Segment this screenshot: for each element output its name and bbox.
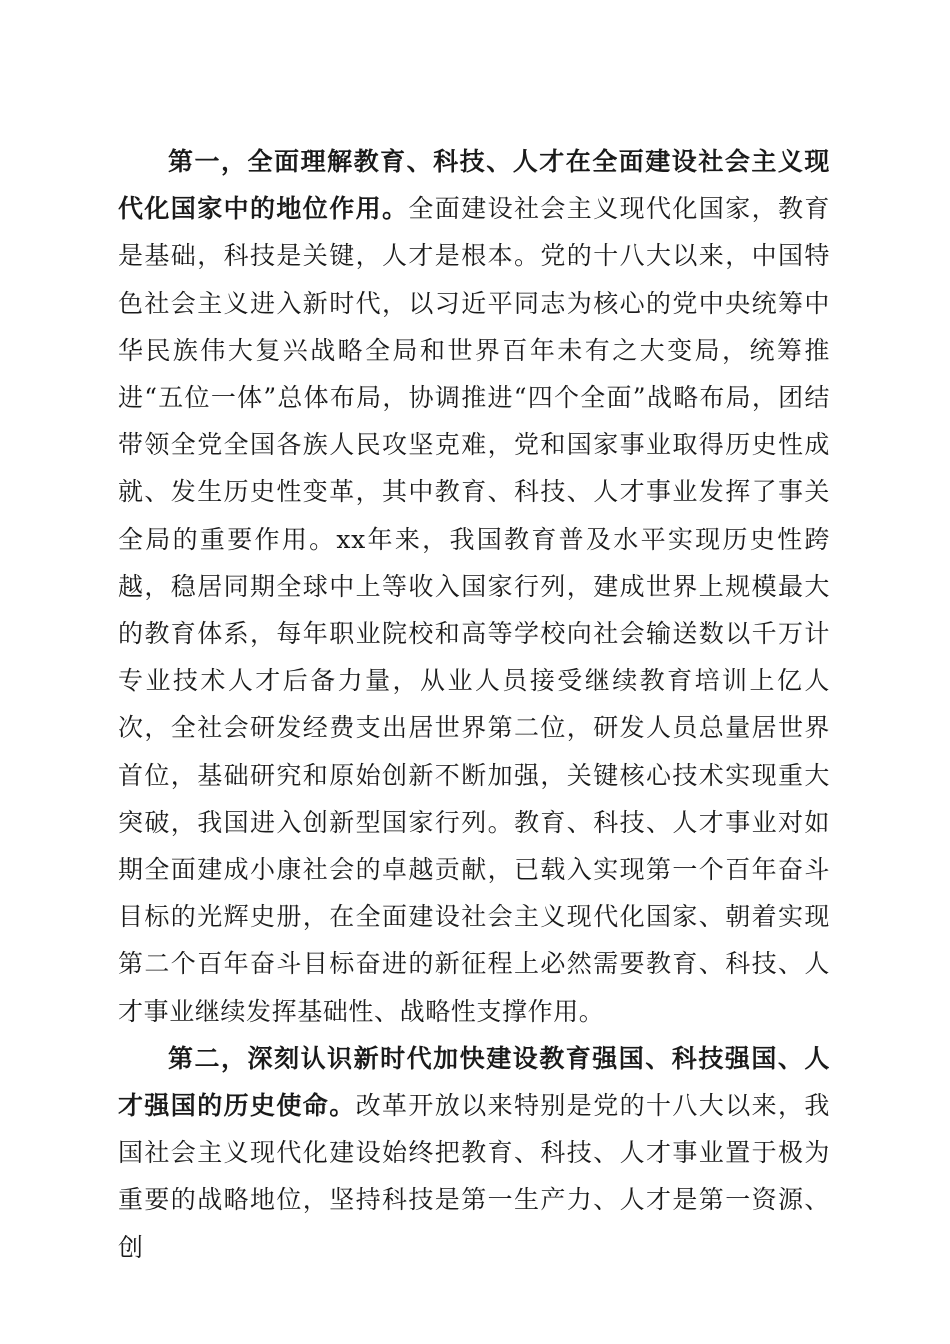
paragraph-first-text: 全面建设社会主义现代化国家，教育是基础，科技是关键，人才是根本。党的十八大以来，中国特色社会主义进入新时代，以习近平同志为核心的党中央统筹中华民族伟大复兴战略全局和世界百年未有之大变局，统筹推进“五位一体”总体布局，协调推进“四个全面”战略布局，团结带领全党全国各族人民攻坚克难，党和国家事业取得历史性成就、发生历史性变革，其中教育、科技、人才事业发挥了事关全局的重要作用。xx年来，我国教育普及水平实现历史性跨越，稳居同期全球中上等收入国家行列，建成世界上规模最大的教育体系，每年职业院校和高等学校向社会输送数以千万计专业技术人才后备力量，从业人员接受继续教育培训上亿人次，全社会研发经费支出居世界第二位，研发人员总量居世界首位，基础研究和原始创新不断加强，关键核心技术实现重大突破，我国进入创新型国家行列。教育、科技、人才事业对如期全面建成小康社会的卓越贡献，已载入实现第一个百年奋斗目标的光辉史册，在全面建设社会主义现代化国家、朝着实现第二个百年奋斗目标奋进的新征程上必然需要教育、科技、人才事业继续发挥基础性、战略性支撑作用。	[118, 194, 830, 1026]
paragraph-first	[118, 138, 830, 1035]
paragraph-second-text: 改革开放以来特别是党的十八大以来，我国社会主义现代化建设始终把教育、科技、人才事业置于极为重要的战略地位，坚持科技是第一生产力、人才是第一资源、创	[118, 1091, 830, 1262]
document-body	[118, 138, 830, 1271]
paragraph-second-heading: 第二，深刻认识新时代加快建设教育强国、科技强国、人才强国的历史使命。	[118, 1043, 830, 1121]
paragraph-first-heading: 第一，全面理解教育、科技、人才在全面建设社会主义现代化国家中的地位作用。	[118, 147, 830, 224]
paragraph-second	[118, 1035, 830, 1271]
